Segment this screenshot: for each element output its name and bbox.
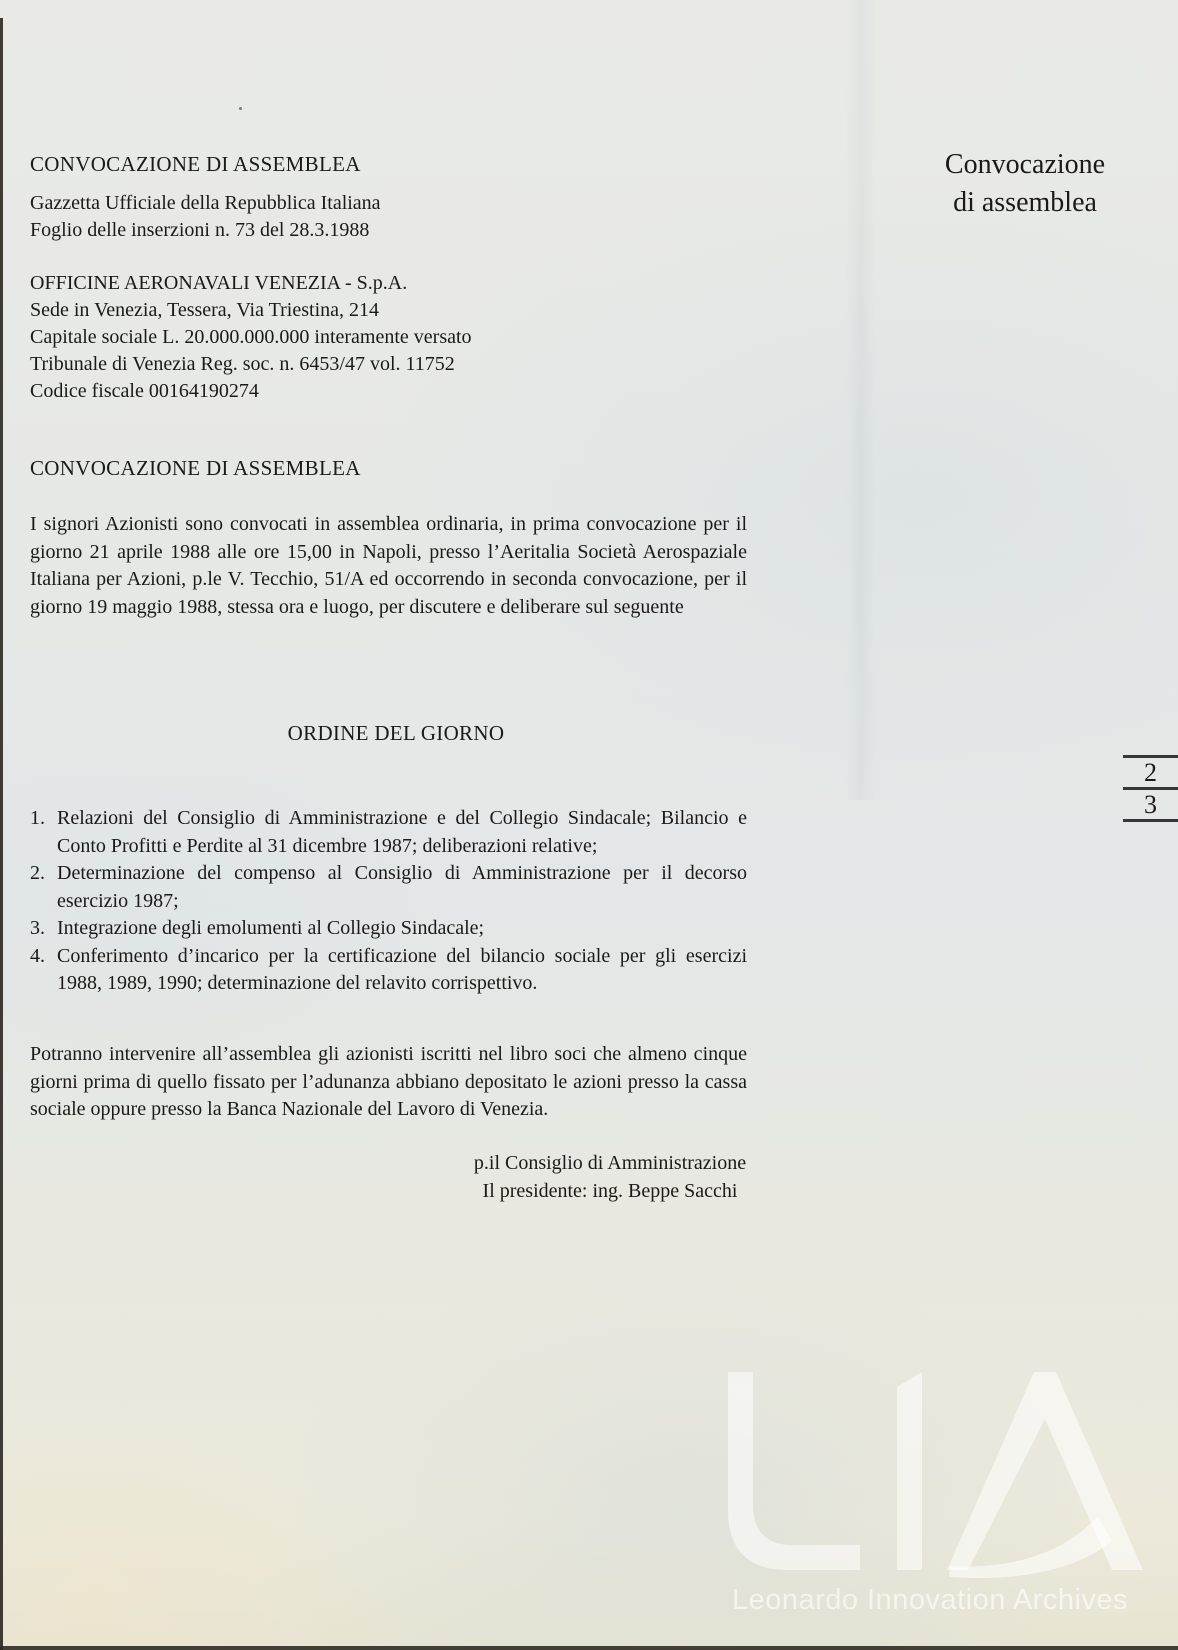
agenda-item-number: 1. [30,807,45,829]
page-mark-number: 3 [1144,790,1157,819]
margin-page-marks [1123,755,1178,822]
section-title: CONVOCAZIONE DI ASSEMBLEA [30,456,361,480]
agenda-item-text: Integrazione degli emolumenti al Collegio Sindacale; [57,917,485,939]
agenda-item-number: 3. [30,917,45,939]
lia-logo-watermark [700,1355,1160,1585]
agenda-item-number: 4. [30,944,45,967]
agenda-item [30,943,747,998]
agenda-item [30,860,747,915]
lia-letter-a [947,1372,1143,1570]
margin-section-label-line1: Convocazione [944,149,1106,180]
agenda-item [30,915,747,943]
watermark-caption: Leonardo Innovation Archives [731,1584,1129,1616]
agenda-item [30,805,747,860]
scan-left-edge [0,18,3,1650]
company-name: OFFICINE AERONAVALI VENEZIA - S.p.A. [30,272,408,294]
gazette-line: Foglio delle inserzioni n. 73 del 28.3.1988 [30,219,370,241]
agenda-list [30,805,747,998]
signature-line1: p.il Consiglio di Amministrazione [473,1152,747,1174]
company-registry: Tribunale di Venezia Reg. soc. n. 6453/47 vol. 11752 [30,353,455,375]
signature-block [450,1150,770,1205]
company-address: Sede in Venezia, Tessera, Via Triestina, 214 [30,299,380,321]
company-fiscal-code: Codice fiscale 00164190274 [30,380,259,402]
margin-section-label [930,146,1120,222]
convocation-paragraph: I signori Azionisti sono convocati in assemblea ordinaria, in prima convocazione per il giorno 21 aprile 1988 alle ore 15,00 in Napoli, presso l’Aeritalia Società Aerospaziale Italiana per Azioni, p.le V. Tecchio, 51/A ed occorrendo in seconda convocazione, per il giorno 19 maggio 1988, stessa ora e luogo, per discutere e deliberare sul seguente [30,513,747,618]
page-mark-rule [1123,819,1178,822]
company-capital: Capitale sociale L. 20.000.000.000 interamente versato [30,326,472,348]
attendance-paragraph: Potranno intervenire all’assemblea gli azionisti iscritti nel libro soci che almeno cinque giorni prima di quello fissato per l’adunanza abbiano depositato le azioni presso la cassa sociale oppure presso la Banca Nazionale del Lavoro di Venezia. [30,1043,747,1120]
lia-letter-i [897,1372,922,1570]
lia-letter-l [728,1372,860,1570]
gazette-line: Gazzetta Ufficiale della Repubblica Italiana [30,192,381,214]
scan-bottom-edge [0,1646,1178,1650]
agenda-item-number: 2. [30,862,45,884]
document-title: CONVOCAZIONE DI ASSEMBLEA [30,152,361,176]
page-mark-number: 2 [1144,758,1157,787]
agenda-item-text: Conferimento d’incarico per la certificazione del bilancio sociale per gli esercizi 1988, 1989, 1990; determinazione del relavito corrispettivo. [57,944,747,994]
gazette-block [30,190,747,244]
margin-section-label-line2: di assemblea [953,187,1097,218]
agenda-title: ORDINE DEL GIORNO [287,721,505,745]
signature-line2: Il presidente: ing. Beppe Sacchi [482,1179,738,1202]
scan-speck [239,107,242,110]
agenda-item-text: Determinazione del compenso al Consiglio di Amministrazione per il decorso esercizio 1987; [57,862,747,912]
company-block [30,270,747,405]
scan-crease [846,0,876,800]
agenda-item-text: Relazioni del Consiglio di Amministrazione e del Collegio Sindacale; Bilancio e Conto Profitti e Perdite al 31 dicembre 1987; deliberazioni relative; [57,807,747,857]
